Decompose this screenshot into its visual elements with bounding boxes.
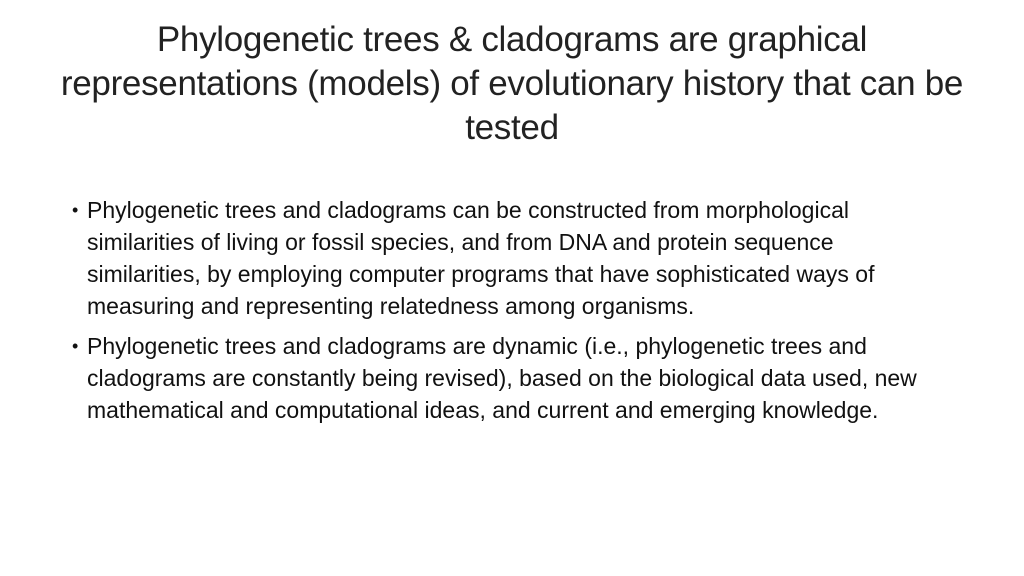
slide-title: Phylogenetic trees & cladograms are graphical representations (models) of evolutionary history that can be tested bbox=[60, 20, 964, 147]
bullet-list bbox=[72, 194, 952, 434]
bullet-dot-icon: • bbox=[72, 336, 79, 356]
bullet-dot-icon: • bbox=[72, 200, 79, 220]
bullet-item-2 bbox=[72, 330, 952, 426]
bullet-text-2: Phylogenetic trees and cladograms are dynamic (i.e., phylogenetic trees and cladograms are constantly being revised), based on the biological data used, new mathematical and computational ideas, and current and emerging knowledge. bbox=[87, 333, 917, 423]
bullet-text-1: Phylogenetic trees and cladograms can be constructed from morphological similarities of living or fossil species, and from DNA and protein sequence similarities, by employing computer programs that have sophisticated ways of measuring and representing relatedness among organisms. bbox=[87, 197, 875, 319]
bullet-item-1 bbox=[72, 194, 952, 322]
